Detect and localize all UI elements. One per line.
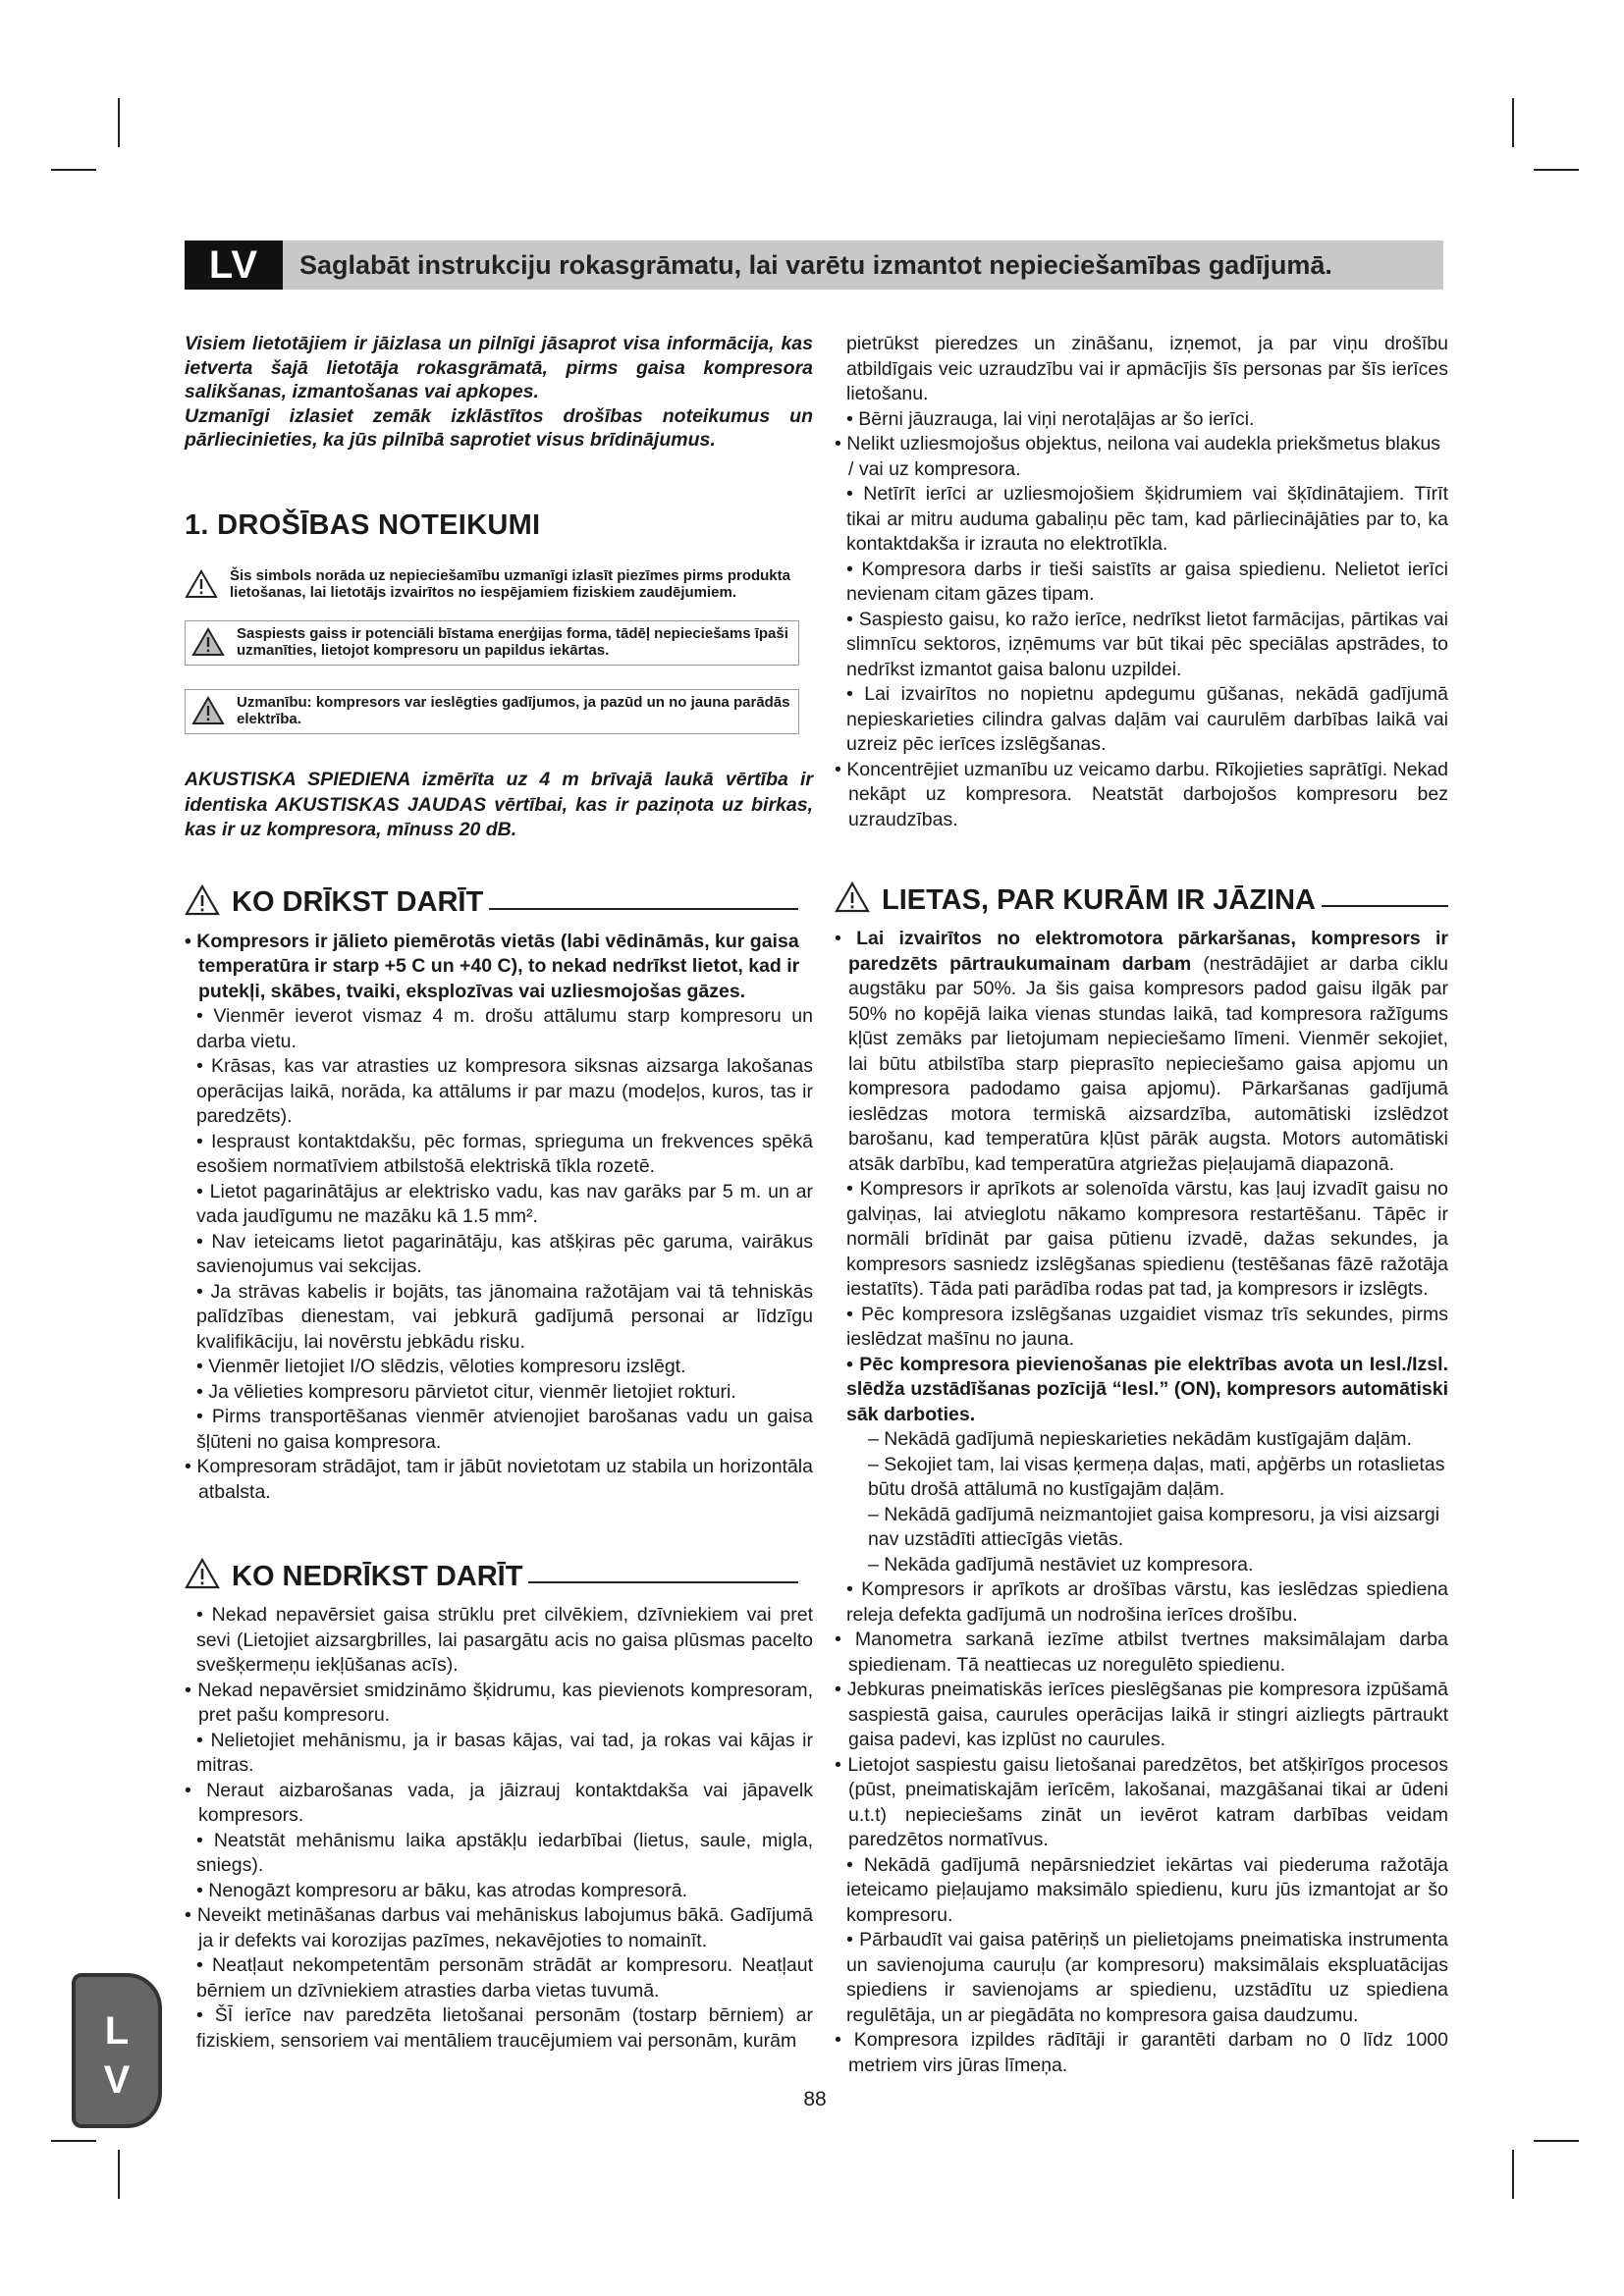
list-item-continued: pietrūkst pieredzes un zināšanu, izņemot, ja par viņu drošību atbildīgais veic uzraudzību vai ir apmācījis šīs personas par šīs ierīces lietošanu. [846,333,1448,404]
section-heading-donts [185,1558,798,1592]
list-item: • Nekad nepavērsiet smidzināmo šķidrumu, kas pievienots kompresoram, pret pašu kompresoru. [185,1679,814,1726]
list-item: • Ja vēlieties kompresoru pārvietot citur, vienmēr lietojiet rokturi. [196,1380,736,1403]
list-item: • Pirms transportēšanas vienmēr atvienojiet barošanas vadu un gaisa šļūteni no gaisa kompresora. [196,1406,813,1453]
crop-mark [1534,169,1579,171]
heading-rule [1322,905,1448,907]
list-item: • Saspiesto gaisu, ko ražo ierīce, nedrīkst lietot farmācijas, pārtikas vai slimnīcu sektoros, izņēmums var būt tikai pēc speciālas apstrādes, to nedrīkst izmantot gaisa balonu uzpildei. [846,608,1449,680]
list-item: • Nenogāzt kompresoru ar bāku, kas atrodas kompresorā. [196,1879,687,1901]
warning-note [185,567,813,601]
list-item: • Nelietojiet mehānismu, ja ir basas kājas, vai tad, ja rokas vai kājas ir mitras. [196,1729,814,1776]
side-tab-letter: L [104,2009,130,2053]
crop-mark [118,2150,120,2199]
list-item: • Kompresora izpildes rādītāji ir garantēti darbam no 0 līdz 1000 metriem virs jūras līmeņa. [835,2029,1448,2076]
left-column [185,332,813,2054]
heading-rule [489,908,798,910]
list-item: • ŠĪ ierīce nav paredzēta lietošanai personām (tostarp bērniem) ar fiziskiem, sensoriem vai mentāliem traucējumiem vai personām, kurām [196,2004,813,2052]
acoustic-note: AKUSTISKA SPIEDIENA izmērīta uz 4 m brīvajā laukā vērtība ir identiska AKUSTISKAS JAUDAS vērtībai, kas ir paziņota uz birkas, kas ir uz kompresora, mīnuss 20 dB. [185,769,813,840]
section-title: 1. DROŠĪBAS NOTEIKUMI [185,508,541,541]
list-item: • Vienmēr lietojiet I/O slēdzis, vēloties kompresoru izslēgt. [196,1356,686,1377]
list-item: • Lai izvairītos no nopietnu apdegumu gūšanas, nekādā gadījumā nepieskarieties cilindra galvas daļām vai caurulēm darbības laikā vai uzreiz pēc ierīces izslēgšanas. [846,683,1448,755]
list-item: • Krāsas, kas var atrasties uz kompresora siksnas aizsarga lakošanas operācijas laikā, norāda, ka attālums ir par mazu (modeļos, kuros, tas ir paredzēts). [196,1055,813,1127]
header-title: Saglabāt instrukciju rokasgrāmatu, lai varētu izmantot nepieciešamības gadījumā. [299,250,1332,280]
dash-item: – Nekāda gadījumā nestāviet uz kompresora. [868,1553,1254,1575]
language-badge: LV [185,240,283,290]
warning-triangle-icon [185,1558,220,1589]
list-item: • Neatļaut nekompetentām personām strādāt ar kompresoru. Neatļaut bērniem un dzīvniekiem atrasties darba vietas tuvumā. [196,1954,814,2002]
list-item: • Kompresors ir aprīkots ar solenoīda vārstu, kas ļauj izvadīt gaisu no galviņas, lai atvieglotu nākamo kompresora restartēšanu. Tāpēc ir normāli brīdināt par gaisa pūtienu izvadē, dažas sekundes, ja kompresors sasniedz izslēgšanas spiedienu (testēšanas fāzē ražotāja iestatīts). Tāda pati parādība rodas pat tad, ja kompresors ir izslēgts. [846,1178,1448,1300]
list-item: • Neveikt metināšanas darbus vai mehāniskus labojumus bākā. Gadījumā ja ir defekts vai korozijas pazīmes, nekavējoties to nomainīt. [185,1904,813,1951]
warning-text: Saspiests gaiss ir potenciāli bīstama enerģijas forma, tādēļ nepieciešams īpaši uzmanīties, lietojot kompresoru un papildus iekārtas. [237,625,788,659]
list-item: • Jebkuras pneimatiskās ierīces pieslēgšanas pie kompresora izpūšamā saspiestā gaisa, caurules operācijas laikā ir stingri aizliegts pārtraukt gaisa padevi, kas izplūst no caurules. [835,1679,1448,1750]
warning-triangle-icon [191,696,225,725]
list-item: • Koncentrējiet uzmanību uz veicamo darbu. Rīkojieties saprātīgi. Nekad nekāpt uz kompresora. Neatstāt darbojošos kompresoru bez uzraudzības. [835,758,1449,830]
warning-triangle-icon [185,884,220,916]
crop-mark [1534,2140,1579,2142]
list-item: • Iespraust kontaktdakšu, pēc formas, sprieguma un frekvences spēkā esošiem normatīviem atbilstošā elektriskā tīkla rozetē. [196,1130,813,1177]
right-column [835,332,1448,2078]
list-item: • Lietojot saspiestu gaisu lietošanai paredzētos, bet atšķirīgos procesos (pūst, pneimatiskajām ierīcēm, lakošanai, mazgāšanai tikai ar ūdeni u.t.t) nepieciešams zināt un ievērot katram darbības veidam paredzētos normatīvus. [835,1753,1448,1850]
warning-triangle-icon [835,881,870,913]
list-item: • Manometra sarkanā iezīme atbilst tvertnes maksimālajam darba spiedienam. Tā neattiecas uz noregulēto spiedienu. [835,1629,1448,1676]
list-item: • Lietot pagarinātājus ar elektrisko vadu, kas nav garāks par 5 m. un ar vada jaudīgumu ne mazāku kā 1.5 mm². [196,1180,813,1227]
list-item: • Vienmēr ieverot vismaz 4 m. drošu attālumu starp kompresoru un darba vietu. [196,1005,813,1052]
page-number: 88 [803,2088,827,2110]
warning-text: Šis simbols norāda uz nepieciešamību uzmanīgi izlasīt piezīmes pirms produkta lietošanas, lai lietotājs izvairītos no iespējamiem fiziskiem zaudējumiem. [230,567,790,601]
crop-mark [51,169,96,171]
intro-paragraph: Visiem lietotājiem ir jāizlasa un pilnīgi jāsaprot visa informācija, kas ietverta šajā lietotāja rokasgrāmatā, pirms gaisa kompresora salikšanas, izmantošanas vai apkopes. [185,333,813,402]
section-heading-text: KO DRĪKST DARĪT [232,886,484,918]
dash-item: – Nekādā gadījumā nepieskarieties nekādām kustīgajām daļām. [868,1428,1412,1450]
dash-item: – Nekādā gadījumā neizmantojiet gaisa kompresoru, ja visi aizsargi nav uzstādīti attiecīgās vietās. [868,1503,1440,1550]
crop-mark [1512,2150,1514,2199]
list-item: • Kompresoram strādājot, tam ir jābūt novietotam uz stabila un horizontāla atbalsta. [185,1456,813,1503]
list-item: • Neatstāt mehānismu laika apstākļu iedarbībai (lietus, saule, migla, sniegs). [196,1829,813,1876]
list-item: • Ja strāvas kabelis ir bojāts, tas jānomaina ražotājam vai tā tehniskās palīdzības dienestam, vai jebkurā gadījumā personai ar līdzīgu kvalifikāciju, lai novērstu jebkādu risku. [196,1280,814,1353]
list-item: • Netīrīt ierīci ar uzliesmojošiem šķidrumiem vai šķīdinātajiem. Tīrīt tikai ar mitru auduma gabaliņu pēc tam, kad pārliecinājāties par to, ka kontaktdakša ir izrauta no elektrotīkla. [846,483,1449,555]
list-item: • Pēc kompresora izslēgšanas uzgaidiet vismaz trīs sekundes, pirms ieslēdzat mašīnu no jauna. [846,1303,1448,1350]
heading-rule [528,1581,798,1583]
crop-mark [1512,98,1514,147]
list-item: • Nekad nepavērsiet gaisa strūklu pret cilvēkiem, dzīvniekiem vai pret sevi (Lietojiet aizsargbrilles, lai pasargātu acis no gaisa plūsmas pacelto svešķermeņu iekļūšanas acīs). [196,1604,813,1676]
language-side-tab [72,1973,162,2128]
list-item: • Bērni jāuzrauga, lai viņi nerotaļājas ar šo ierīci. [846,407,1255,430]
list-item: • Pārbaudīt vai gaisa patēriņš un pielietojams pneimatiska instrumenta un savienojuma cauruļu (ar kompresoru) maksimālais ekspluatācijas spiediens ir savienojams ar spiedienu, uzstādītu uz spiediena regulētāja, un ar piegādāta no kompresora gaisa daudzumu. [846,1929,1448,2026]
section-heading-dos [185,884,798,916]
crop-mark [118,98,120,147]
section-heading-text: LIETAS, PAR KURĀM IR JĀZINA [882,883,1316,916]
list-item: • Kompresora darbs ir tieši saistīts ar gaisa spiedienu. Nelietot ierīci nevienam citam gāzes tipam. [846,558,1448,605]
list-item: • Nav ieteicams lietot pagarinātāju, kas atšķiras pēc garuma, vairākus savienojumus vai sekcijas. [196,1230,813,1277]
section-heading-text: KO NEDRĪKST DARĪT [232,1560,523,1592]
intro-paragraph: Uzmanīgi izlasiet zemāk izklāstītos drošības noteikumus un pārliecinieties, ka jūs pilnībā saprotiet visus brīdinājumus. [185,404,813,451]
side-tab-letter: V [103,2058,131,2102]
warning-triangle-icon [191,627,225,657]
list-item: • Nelikt uzliesmojošus objektus, neilona vai audekla priekšmetus blakus / vai uz kompresora. [835,433,1441,480]
warning-triangle-icon [185,569,218,599]
warning-text: Uzmanību: kompresors var ieslēgties gadījumos, ja pazūd un no jauna parādās elektrība. [237,694,790,727]
section-heading-things [835,881,1448,916]
list-item: • Pēc kompresora pievienošanas pie elektrības avota un Iesl./Izsl. slēdža uzstādīšanas pozīcijā “Iesl.” (ON), kompresors automātiski sāk darboties. [846,1353,1448,1425]
list-item: • Kompresors ir aprīkots ar drošības vārstu, kas ieslēdzas spiediena releja defekta gadījumā un nodrošina ierīces drošību. [846,1578,1448,1626]
crop-mark [51,2140,96,2142]
warning-note [185,689,799,734]
list-item: • Lai izvairītos no elektromotora pārkaršanas, kompresors ir paredzēts pārtraukumainam darbam (nestrādājiet ar darba ciklu augstāku par 50%. Ja šis gaisa kompresors padod gaisu ilgāk par 50% no kopējā laika vienas stundas laikā, tad kompresora ražīgums kļūst zemāks par lietojumam nepieciešamo līmeni. Vienmēr sekojiet, lai būtu atbilstība starp pieprasīto nepieciešamo gaisa apjomu un kompresora padodamo gaisa apjomu). Pārkaršanas gadījumā ieslēdzas motora termiskā aizsardzība, automātiski izslēdzot barošanu, kad temperatūra kļūst pārāk augsta. Motors automātiski atsāk darbību, kad temperatūra atgriežas pieļaujamā diapazonā. [835,928,1448,1175]
list-item: • Nekādā gadījumā nepārsniedziet iekārtas vai piederuma ražotāja ieteicamo pieļaujamo maksimālo spiedienu, kuru jūs izmantojat ar šo kompresoru. [846,1853,1448,1926]
list-item: • Neraut aizbarošanas vada, ja jāizrauj kontaktdakša vai jāpavelk kompresors. [185,1779,813,1826]
dash-item: – Sekojiet tam, lai visas ķermeņa daļas, mati, apģērbs un rotaslietas būtu drošā attālumā no kustīgajām daļām. [868,1453,1445,1500]
list-item: • Kompresors ir jālieto piemērotās vietās (labi vēdināmās, kur gaisa temperatūra ir starp +5 C un +40 C), to nekad nedrīkst lietot, kad ir putekļi, skābes, tvaiki, eksplozīvas vai uzliesmojošas gāzes. [185,930,800,1002]
warning-note [185,620,799,666]
